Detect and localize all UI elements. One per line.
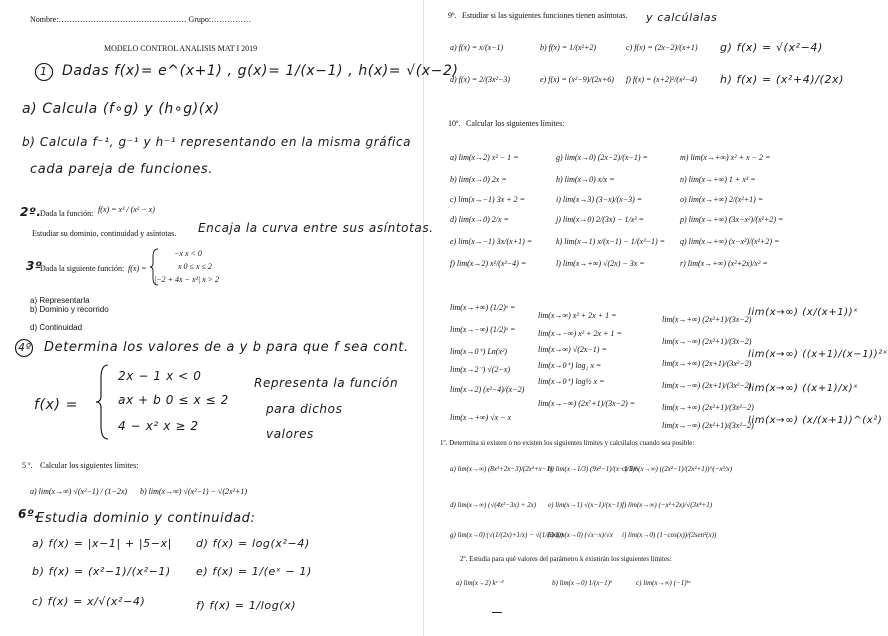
p2-text: 2º. Estudia para qué valores del parámetro k existirán los siguientes límites: [460, 555, 672, 563]
p1-item-c: c) lim(x→∞) ((2x²−1)/(2x²+1))^(−x²/x) [622, 465, 733, 473]
lim-col3-4: lim(x→−∞) (2x+1)/(3x²−2) [662, 381, 752, 390]
q6-item-c: c) f(x) = x/√(x²−4) [32, 595, 146, 608]
lim-col1-1: lim(x→+∞) (1/2)ˣ = [450, 303, 516, 312]
lim-col2-3: lim(x→∞) √(2x−1) = [538, 345, 607, 354]
q9-item-g: g) f(x) = √(x²−4) [720, 41, 823, 54]
lim-col2-1: lim(x→∞) x² + 2x + 1 = [538, 311, 617, 320]
q2-text: Dada la función: [40, 209, 94, 218]
q3-function-label: f(x) = [128, 264, 147, 273]
lim-col1-5: lim(x→2) (x²−4)/(x−2) [450, 385, 525, 394]
q6-item-e: e) f(x) = 1/(eˣ − 1) [196, 565, 312, 578]
q9-item-h: h) f(x) = (x²+4)/(2x) [720, 73, 845, 86]
p2-item-b: b) lim(x→0) 1/(x−1)ᵏ [552, 579, 612, 587]
q4-note-2: para dichos [266, 402, 343, 416]
exam-title: MODELO CONTROL ANALISIS MAT I 2019 [104, 44, 258, 53]
q3-case-3: |−2 + 4x − x²| x > 2 [154, 275, 220, 284]
q9-text: Estudiar si las siguientes funciones tienen asíntotas. [462, 11, 628, 20]
q10-col1-a: a) lim(x→2) x² − 1 = [450, 153, 519, 162]
p1-text: 1º. Determina si existen o no existen los siguientes límites y calcúlalos cuando sea posible: [440, 439, 695, 447]
p2-item-c: c) lim(x→∞) (−1)ᵏˣ [636, 579, 691, 587]
p1-item-a: a) lim(x→∞) (8x²+2x−3)/(2x²+x−1) [450, 465, 553, 473]
q9-number: 9º. [448, 11, 457, 20]
q9-item-c: c) f(x) = (2x−2)/(x+1) [626, 43, 698, 52]
p1-item-h: h) lim(x→0) (√x−x)/√x [548, 531, 613, 539]
q9-item-b: b) f(x) = 1/(x²+2) [540, 43, 597, 52]
q3-text: Dada la siguiente función: [40, 264, 125, 273]
brace-icon [96, 364, 110, 440]
lim-col2-2: lim(x→−∞) x² + 2x + 1 = [538, 329, 622, 338]
p1-item-b: b) lim(x→1/3) (9x²−1)/(x−1/3)² [548, 465, 638, 473]
lim-col2-4: lim(x→0⁺) log₂ x = [538, 361, 602, 370]
q10-col3-p: p) lim(x→+∞) (3x−x²)/(x²+2) = [680, 215, 784, 224]
q10-col3-r: r) lim(x→+∞) (x²+2x)/x² = [680, 259, 768, 268]
q6-item-f: f) f(x) = 1/log(x) [196, 599, 297, 612]
q3-b: b) Dominio y recorrido [30, 305, 109, 314]
q9-handwritten-note: y calcúlalas [646, 11, 718, 24]
p1-item-e: e) lim(x→1) √(x−1)/(x−1) [548, 501, 622, 509]
lim-col1-4: lim(x→2⁻) √(2−x) [450, 365, 510, 374]
q10-col3-o: o) lim(x→+∞) 2/(x²+1) = [680, 195, 764, 204]
q10-text: Calcular los siguientes límites: [466, 119, 565, 128]
q10-col2-k: k) lim(x→1) x/(x−1) − 1/(x²−1) = [556, 237, 666, 246]
p1-item-g: g) lim(x→0) (√(1/(2x)+1/x) − √(1/(3x))) [450, 531, 564, 539]
q10-col2-g: g) lim(x→0) (2x−2)/(x−1) = [556, 153, 648, 162]
q10-col3-n: n) lim(x→+∞) 1 + x³ = [680, 175, 756, 184]
lim-hw-4: lim(x→∞) (x/(x+1))^(x²) [748, 415, 883, 426]
q5-number: 5 º. [22, 461, 33, 470]
lim-col3-1: lim(x→+∞) (2x²+1)/(3x−2) [662, 315, 752, 324]
q10-col1-e: e) lim(x→−1) 3x/(x+1) = [450, 237, 533, 246]
q2-function: f(x) = x³ / (x² − x) [98, 205, 155, 214]
q10-col1-c: c) lim(x→−1) 3x + 2 = [450, 195, 526, 204]
q4-note-1: Representa la función [254, 376, 399, 390]
q4-case-1: 2x − 1 x < 0 [118, 369, 202, 383]
q3-a: a) Representarla [30, 296, 90, 305]
q3-d: d) Continuidad [30, 323, 83, 332]
q10-col2-l: l) lim(x→+∞) √(2x) − 3x = [556, 259, 645, 268]
p2-item-a: a) lim(x→2) kˣ⁻² [456, 579, 504, 587]
p1-item-f: f) lim(x→∞) (−x²+2x)/√(3x⁴+1) [622, 501, 713, 509]
nombre-grupo-line: Nombre:………………………………………… Grupo:…………… [30, 15, 252, 24]
lim-col2-6: lim(x→−∞) (2x⁷+1)/(3x−2) = [538, 399, 636, 408]
stray-dash [492, 612, 502, 613]
q9-item-f: f) f(x) = (x+2)²/(x²−4) [626, 75, 697, 84]
q2-number: 2º. [20, 205, 42, 219]
q4-note-3: valores [266, 427, 314, 441]
q10-col2-j: j) lim(x→0) 2/(3x) − 1/x² = [556, 215, 645, 224]
q6-number: 6º. [18, 507, 40, 521]
q10-col3-m: m) lim(x→+∞) x² + x − 2 = [680, 153, 771, 162]
lim-col1-3: lim(x→0⁺) Ln(x²) [450, 347, 508, 356]
q1-a: a) Calcula (f∘g) y (h∘g)(x) [22, 101, 220, 117]
p1-item-i: i) lim(x→0) (1−cos(x))/(2sen²(x)) [622, 531, 717, 539]
lim-col3-5: lim(x→+∞) (2x²+1)/(3x²−2) [662, 403, 754, 412]
q2-study: Estudiar su dominio, continuidad y asíntotas. [32, 229, 177, 238]
q4-case-2: ax + b 0 ≤ x ≤ 2 [118, 393, 229, 407]
q1-number: 1 [40, 65, 48, 78]
q9-item-d: d) f(x) = 2/(3x²−3) [450, 75, 511, 84]
q10-col1-d: d) lim(x→0) 2/x = [450, 215, 509, 224]
lim-col3-6: lim(x→−∞) (2x²+1)/(3x²−2) [662, 421, 754, 430]
lim-col1-6: lim(x→+∞) √x − x [450, 413, 512, 422]
q9-item-e: e) f(x) = (x²−9)/(2x+6) [540, 75, 614, 84]
q10-col1-f: f) lim(x→2) x²/(x²−4) = [450, 259, 527, 268]
q1-b-line2: cada pareja de funciones. [30, 162, 214, 177]
lim-col3-3: lim(x→+∞) (2x+1)/(3x²−2) [662, 359, 752, 368]
q6-item-b: b) f(x) = (x²−1)/(x²−1) [32, 565, 171, 578]
lim-hw-1: lim(x→∞) (x/(x+1))ˣ [748, 307, 859, 318]
lim-col1-2: lim(x→−∞) (1/2)ˣ = [450, 325, 516, 334]
q10-col2-h: h) lim(x→0) x/x = [556, 175, 615, 184]
q6-item-a: a) f(x) = |x−1| + |5−x| [32, 537, 172, 550]
p1-item-d: d) lim(x→∞) (√(4x²−3x) + 2x) [450, 501, 537, 509]
q2-handwritten-note: Encaja la curva entre sus asíntotas. [198, 221, 434, 235]
lim-col2-5: lim(x→0⁺) log½ x = [538, 377, 605, 386]
q3-case-2: x 0 ≤ x ≤ 2 [178, 262, 212, 271]
q1-b-line1: b) Calcula f⁻¹, g⁻¹ y h⁻¹ representando en la misma gráfica [22, 135, 412, 149]
lim-hw-3: lim(x→∞) ((x+1)/x)ˣ [748, 383, 859, 394]
q6-item-d: d) f(x) = log(x²−4) [196, 537, 310, 550]
lim-col3-2: lim(x→−∞) (2x²+1)/(3x−2) [662, 337, 752, 346]
q4-case-3: 4 − x² x ≥ 2 [118, 419, 199, 433]
q9-item-a: a) f(x) = x/(x−1) [450, 43, 504, 52]
q4-number: 4º [18, 341, 32, 354]
q10-col2-i: i) lim(x→3) (3−x)/(x−3) = [556, 195, 643, 204]
q3-case-1: −x x < 0 [174, 249, 202, 258]
q4-text: Determina los valores de a y b para que f sea cont. [44, 340, 409, 355]
lim-hw-2: lim(x→∞) ((x+1)/(x−1))²ˣ [748, 349, 888, 360]
q1-text: Dadas f(x)= e^(x+1) , g(x)= 1/(x−1) , h(x)= √(x−2) [62, 63, 459, 79]
q5-a: a) lim(x→∞) √(x²−1) / (1−2x) [30, 487, 128, 496]
q3-number: 3º [26, 259, 43, 273]
q5-b: b) lim(x→∞) √(x²−1) − √(2x²+1) [140, 487, 247, 496]
q10-col3-q: q) lim(x→+∞) (x−x²)/(x²+2) = [680, 237, 780, 246]
q10-col1-b: b) lim(x→0) 2x = [450, 175, 507, 184]
q6-text: Estudia dominio y continuidad: [36, 511, 256, 526]
q5-text: Calcular los siguientes límites: [40, 461, 139, 470]
page-divider [423, 0, 424, 636]
q10-number: 10º. [448, 119, 461, 128]
q4-function-label: f(x) = [34, 397, 78, 413]
